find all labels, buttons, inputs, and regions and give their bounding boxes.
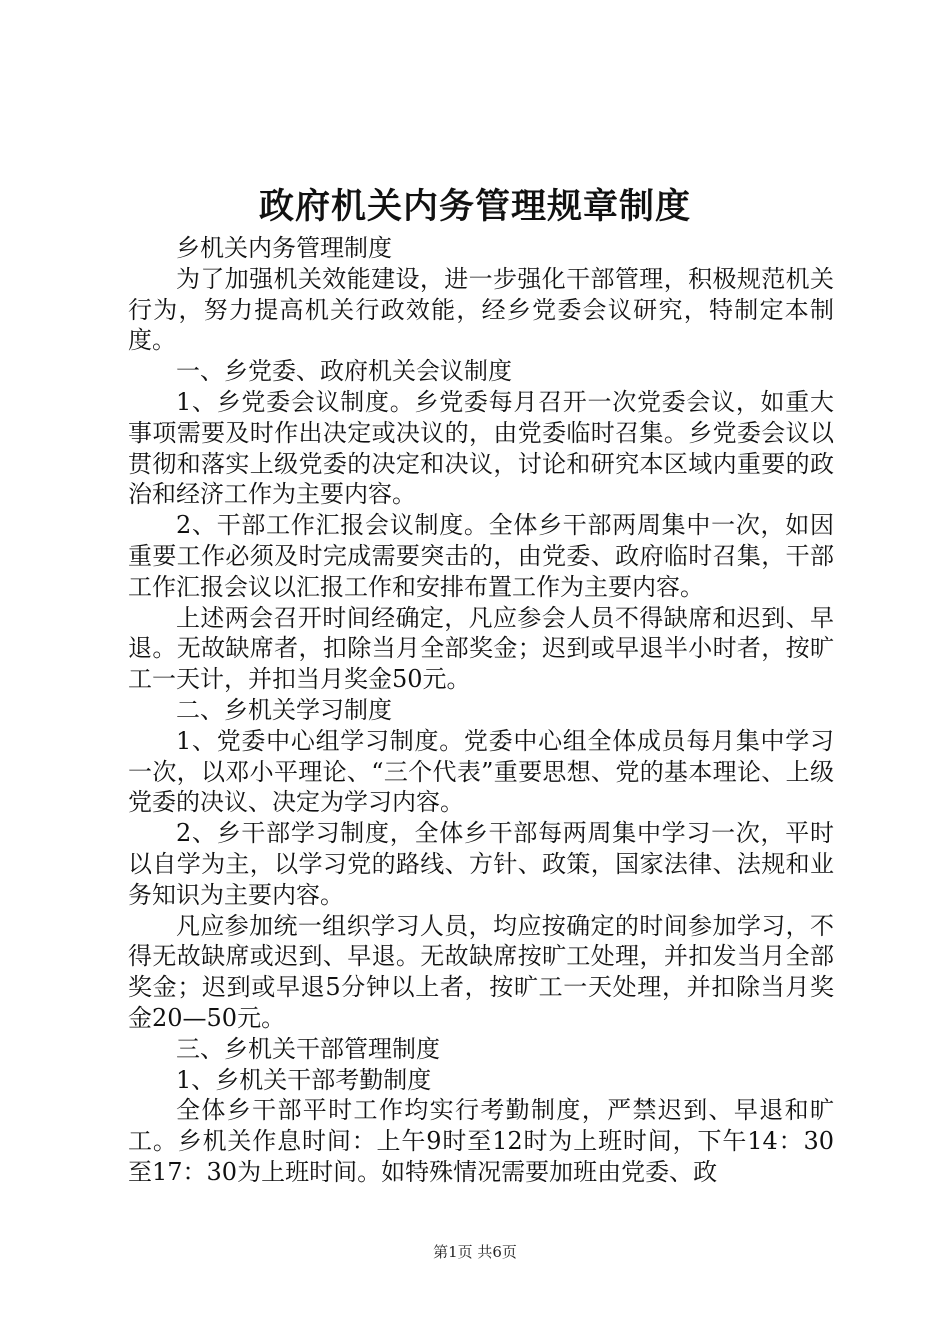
paragraph-central-group-study: 1、党委中心组学习制度。党委中心组全体成员每月集中学习一次，以邓小平理论、“三个代表”重要思想、党的基本理论、上级党委的决议、决定为学习内容。 bbox=[128, 726, 834, 817]
subsection-heading-attendance: 1、乡机关干部考勤制度 bbox=[176, 1065, 432, 1094]
paragraph-study-attendance: 凡应参加统一组织学习人员，均应按确定的时间参加学习，不得无故缺席或迟到、早退。无故缺席按旷工处理，并扣发当月全部奖金；迟到或早退5分钟以上者，按旷工一天处理，并扣除当月奖金20—50元。 bbox=[128, 911, 834, 1032]
document-body bbox=[128, 233, 834, 1188]
paragraph-cadre-study: 2、乡干部学习制度，全体乡干部每两周集中学习一次，平时以自学为主，以学习党的路线、方针、政策，国家法律、法规和业务知识为主要内容。 bbox=[128, 819, 834, 909]
paragraph-subtitle: 乡机关内务管理制度 bbox=[176, 234, 392, 262]
paragraph-cadre-meeting: 2、干部工作汇报会议制度。全体乡干部两周集中一次，如因重要工作必须及时完成需要突击的，由党委、政府临时召集，干部工作汇报会议以汇报工作和安排布置工作为主要内容。 bbox=[128, 511, 834, 601]
paragraph-work-hours: 全体乡干部平时工作均实行考勤制度，严禁迟到、早退和旷工。乡机关作息时间：上午9时至12时为上班时间，下午14：30至17：30为上班时间。如特殊情况需要加班由党委、政 bbox=[128, 1096, 834, 1186]
page-number-footer: 第1页 共6页 bbox=[433, 1243, 517, 1261]
document-title: 政府机关内务管理规章制度 bbox=[258, 186, 691, 227]
section-heading-study: 二、乡机关学习制度 bbox=[176, 695, 392, 724]
section-heading-meetings: 一、乡党委、政府机关会议制度 bbox=[176, 357, 512, 386]
section-heading-cadre-management: 三、乡机关干部管理制度 bbox=[176, 1034, 440, 1063]
paragraph-meeting-attendance: 上述两会召开时间经确定，凡应参会人员不得缺席和迟到、早退。无故缺席者，扣除当月全部奖金；迟到或早退半小时者，按旷工一天计，并扣当月奖金50元。 bbox=[128, 603, 834, 694]
paragraph-intro: 为了加强机关效能建设，进一步强化干部管理，积极规范机关行为，努力提高机关行政效能，经乡党委会议研究，特制定本制度。 bbox=[128, 264, 834, 355]
paragraph-party-meeting: 1、乡党委会议制度。乡党委每月召开一次党委会议，如重大事项需要及时作出决定或决议的，由党委临时召集。乡党委会议以贯彻和落实上级党委的决定和决议，讨论和研究本区域内重要的政治和经济工作为主要内容。 bbox=[128, 387, 834, 509]
